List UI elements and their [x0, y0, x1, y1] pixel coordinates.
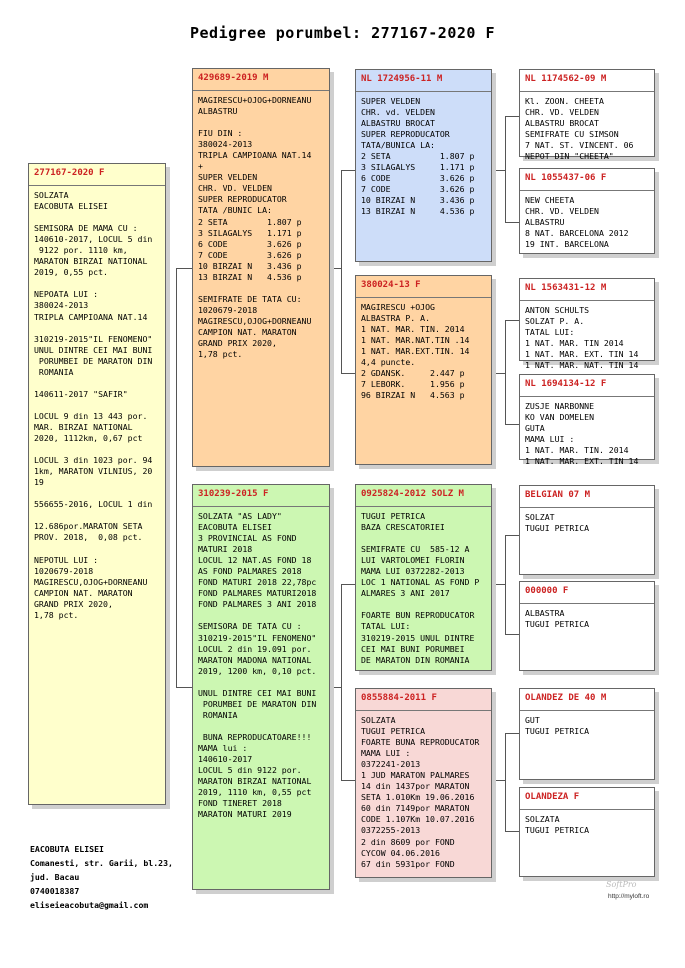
pigeon-id: 0925824-2012 SOLZ M: [361, 489, 464, 499]
connector-line: [505, 831, 519, 832]
pigeon-card-ds-dam: [519, 581, 655, 671]
connector-line: [176, 268, 177, 687]
connector-line: [505, 116, 519, 117]
connector-line: [341, 584, 342, 780]
page-title: Pedigree porumbel: 277167-2020 F: [190, 24, 495, 42]
pigeon-id: NL 1055437-06 F: [525, 173, 607, 183]
pigeon-id: 380024-13 F: [361, 280, 421, 290]
pigeon-id: 000000 F: [525, 586, 569, 596]
pigeon-id: OLANDEZA F: [525, 792, 580, 802]
connector-line: [505, 116, 506, 222]
pigeon-info: SOLZAT TUGUI PETRICA: [525, 512, 590, 534]
owner-info: [30, 842, 173, 912]
pigeon-card-ss-sire: [519, 69, 655, 162]
pigeon-info: SUPER VELDEN CHR. vd. VELDEN ALBASTRU BROCAT SUPER REPRODUCATOR TATA/BUNICA LA: 2 SETA 1.807 p 3 SILAGALYS 1.171 p 6 CODE 3.626 p 7 CODE 3.626 p 10 BIRZAI N 3.436 p 13 BIRZAI N 4.536 p: [361, 96, 475, 217]
pigeon-id: NL 1563431-12 M: [525, 283, 607, 293]
pigeon-info: ANTON SCHULTS SOLZAT P. A. TATAL LUI: 1 NAT. MAR. TIN 2014 1 NAT. MAR. EXT. TIN 14 1 NAT. MAR. NAT. TIN 14: [525, 305, 639, 371]
pigeon-info: MAGIRESCU +OJOG ALBASTRA P. A. 1 NAT. MAR. TIN. 2014 1 NAT. MAR.NAT.TIN .14 1 NAT. MAR.EXT.TIN. 14 4,4 puncte. 2 GDANSK. 2.447 p 7 LEBORK. 1.956 p 96 BIRZAI N 4.563 p: [361, 302, 470, 401]
connector-line: [341, 170, 342, 373]
pigeon-card-sd-sire: [519, 278, 655, 371]
pigeon-card-ds-sire: [519, 485, 655, 575]
connector-line: [330, 687, 341, 688]
pigeon-id: 277167-2020 F: [34, 168, 105, 178]
pigeon-info: SOLZATA TUGUI PETRICA FOARTE BUNA REPRODUCATOR MAMA LUI : 0372241-2013 1 JUD MARATON PALMARES 14 din 1437por MARATON SETA 1.010Km 19.06.2016 60 din 7149por MARATON CODE 1.107Km 10.07.2016 0372255-2013 2 din 8609 por FOND CYCOW 04.06.2016 67 din 5931por FOND: [361, 715, 480, 869]
pigeon-card-dam-dam: [355, 688, 492, 878]
connector-line: [492, 780, 505, 781]
owner-address-line1: Comanesti, str. Garii, bl.23,: [30, 858, 173, 868]
pigeon-card-subject: [28, 163, 166, 805]
connector-line: [492, 373, 505, 374]
software-logo: [604, 880, 664, 904]
pigeon-id: NL 1694134-12 F: [525, 379, 607, 389]
connector-line: [492, 584, 505, 585]
connector-line: [505, 424, 519, 425]
pigeon-info: GUT TUGUI PETRICA: [525, 715, 590, 737]
connector-line: [176, 268, 192, 269]
pigeon-info: ALBASTRA TUGUI PETRICA: [525, 608, 590, 630]
connector-line: [505, 733, 506, 831]
pigeon-info: SOLZATA "AS LADY" EACOBUTA ELISEI 3 PROVINCIAL AS FOND MATURI 2018 LOCUL 12 NAT.AS FOND 18 AS FOND PALMARES 2018 FOND MATURI 2018 22,78pc FOND PALMARES MATURI2018 FOND PALMARES 3 ANI 2018 SEMISORA DE TATA CU : 310219-2015"IL FENOMENO" LOCUL 2 din 19.091 por. MARATON MADONA NATIONAL 2019, 1200 km, 0,10 pct. UNUL DINTRE CEI MAI BUNI PORUMBEI DE MARATON DIN ROMANIA BUNA REPRODUCATOARE!!! MAMA lui : 140610-2017 LOCUL 5 din 9122 por. MARATON BIRZAI NATIONAL 2019, 1110 km, 0,55 pct FOND TINERET 2018 MARATON MATURI 2019: [198, 511, 317, 820]
connector-line: [341, 373, 355, 374]
pigeon-card-sire-sire: [355, 69, 492, 262]
pigeon-info: Kl. ZOON. CHEETA CHR. VD. VELDEN ALBASTRU BROCAT SEMIFRATE CU SIMSON 7 NAT. ST. VINCENT. 06 NEPOT DIN "CHEETA": [525, 96, 634, 162]
pigeon-id: BELGIAN 07 M: [525, 490, 591, 500]
pigeon-card-sd-dam: [519, 374, 655, 467]
pigeon-card-sire-dam: [355, 275, 492, 465]
connector-line: [505, 535, 519, 536]
connector-line: [341, 780, 355, 781]
pigeon-id: 0855884-2011 F: [361, 693, 437, 703]
pigeon-info: NEW CHEETA CHR. VD. VELDEN ALBASTRU 8 NAT. BARCELONA 2012 19 INT. BARCELONA: [525, 195, 629, 250]
pigeon-id: 429689-2019 M: [198, 73, 269, 83]
connector-line: [505, 535, 506, 634]
pigeon-card-dam: [192, 484, 330, 890]
pigeon-id: NL 1724956-11 M: [361, 74, 443, 84]
logo-url-link[interactable]: http://myloft.ro: [608, 893, 650, 900]
connector-line: [176, 687, 192, 688]
connector-line: [505, 320, 519, 321]
owner-name: EACOBUTA ELISEI: [30, 844, 104, 854]
logo-signature: SoftPro: [606, 880, 637, 889]
pigeon-card-dd-dam: [519, 787, 655, 877]
pigeon-info: ZUSJE NARBONNE KO VAN DOMELEN GUTA MAMA LUI : 1 NAT. MAR. TIN. 2014 1 NAT. MAR. EXT. TIN 14: [525, 401, 639, 467]
owner-email[interactable]: eliseieacobuta@gmail.com: [30, 900, 149, 910]
owner-phone: 0740018387: [30, 886, 80, 896]
pigeon-card-sire: [192, 68, 330, 467]
pigeon-card-ss-dam: [519, 168, 655, 254]
connector-line: [505, 634, 519, 635]
connector-line: [341, 584, 355, 585]
connector-line: [330, 268, 341, 269]
pigeon-id: OLANDEZ DE 40 M: [525, 693, 607, 703]
connector-line: [505, 320, 506, 424]
pigeon-card-dam-sire: [355, 484, 492, 671]
pigeon-info: SOLZATA TUGUI PETRICA: [525, 814, 590, 836]
pigeon-id: 310239-2015 F: [198, 489, 269, 499]
pigeon-card-dd-sire: [519, 688, 655, 780]
connector-line: [492, 170, 505, 171]
connector-line: [505, 733, 519, 734]
owner-address-line2: jud. Bacau: [30, 872, 80, 882]
pigeon-info: MAGIRESCU+OJOG+DORNEANU ALBASTRU FIU DIN : 380024-2013 TRIPLA CAMPIOANA NAT.14 + SUPER VELDEN CHR. VD. VELDEN SUPER REPRODUCATOR TATA /BUNIC LA: 2 SETA 1.807 p 3 SILAGALYS 1.171 p 6 CODE 3.626 p 7 CODE 3.626 p 10 BIRZAI N 3.436 p 13 BIRZAI N 4.536 p SEMIFRATE DE TATA CU: 1020679-2018 MAGIRESCU,OJOG+DORNEANU CAMPION NAT. MARATON GRAND PRIX 2020, 1,78 pct.: [198, 95, 312, 360]
pigeon-info: SOLZATA EACOBUTA ELISEI SEMISORA DE MAMA CU : 140610-2017, LOCUL 5 din 9122 por. 1110 km, MARATON BIRZAI NATIONAL 2019, 0,55 pct. NEPOATA LUI : 380024-2013 TRIPLA CAMPIOANA NAT.14 310219-2015"IL FENOMENO" UNUL DINTRE CEI MAI BUNI PORUMBEI DE MARATON DIN ROMANIA 140611-2017 "SAFIR" LOCUL 9 din 13 443 por. MAR. BIRZAI NATIONAL 2020, 1112km, 0,67 pct LOCUL 3 din 1023 por. 94 1km, MARATON VILNIUS, 20 19 556655-2016, LOCUL 1 din 12.686por.MARATON SETA PROV. 2018, 0,08 pct. NEPOTUL LUI : 1020679-2018 MAGIRESCU,OJOG+DORNEANU CAMPION NAT. MARATON GRAND PRIX 2020, 1,78 pct.: [34, 190, 153, 620]
connector-line: [341, 170, 355, 171]
pigeon-id: NL 1174562-09 M: [525, 74, 607, 84]
connector-line: [505, 222, 519, 223]
pigeon-info: TUGUI PETRICA BAZA CRESCATORIEI SEMIFRATE CU 585-12 A LUI VARTOLOMEI FLORIN MAMA LUI 0372282-2013 LOC 1 NATIONAL AS FOND P ALMARES 3 ANI 2017 FOARTE BUN REPRODUCATOR TATAL LUI: 310219-2015 UNUL DINTRE CEI MAI BUNI PORUMBEI DE MARATON DIN ROMANIA: [361, 511, 480, 665]
